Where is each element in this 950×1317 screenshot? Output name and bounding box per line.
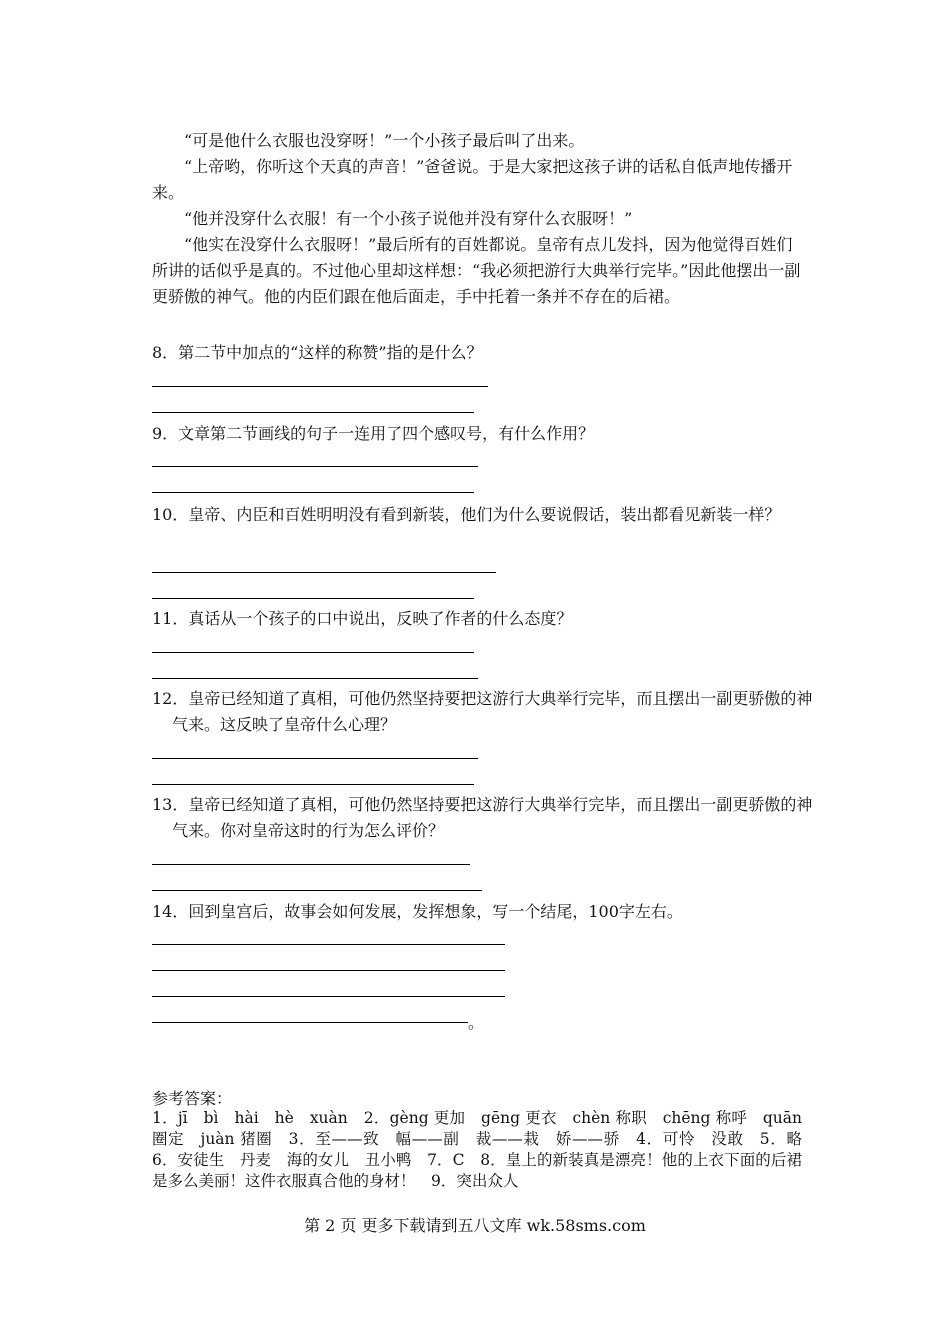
question-12: 12．皇帝已经知道了真相，可他仍然坚持要把这游行大典举行完毕，而且摆出一副更骄傲的神气来。这反映了皇帝什么心理？ [152, 689, 813, 734]
question-10: 10．皇帝、内臣和百姓明明没有看到新装，他们为什么要说假话，装出都看见新装一样？ [152, 505, 781, 524]
answer-line[interactable] [152, 492, 474, 493]
page-footer: 第 2 页 更多下载请到五八文库 wk.58sms.com [304, 1216, 646, 1235]
answer-line[interactable] [152, 466, 478, 467]
answer-line[interactable] [152, 386, 488, 387]
question-9: 9．文章第二节画线的句子一连用了四个感叹号，有什么作用？ [152, 424, 595, 443]
question-11: 11．真话从一个孩子的口中说出，反映了作者的什么态度？ [152, 609, 573, 628]
answer-line[interactable] [152, 678, 478, 679]
passage-paragraph-4: “他实在没穿什么衣服呀！”最后所有的百姓都说。皇帝有点儿发抖，因为他觉得百姓们所讲的话似乎是真的。不过他心里却这样想：“我必须把游行大典举行完毕。”因此他摆出一副更骄傲的神气。他的内臣们跟在他后面走，手中托着一条并不存在的后裙。 [152, 235, 801, 306]
answer-line[interactable] [152, 572, 496, 573]
answer-line[interactable] [152, 598, 474, 599]
question-14: 14．回到皇宫后，故事会如何发展，发挥想象，写一个结尾，100字左右。 [152, 902, 683, 921]
answer-line[interactable] [152, 652, 474, 653]
passage-paragraph-2: “上帝哟，你听这个天真的声音！”爸爸说。于是大家把这孩子讲的话私自低声地传播开来。 [152, 157, 793, 202]
answer-line[interactable] [152, 890, 482, 891]
question-13: 13．皇帝已经知道了真相，可他仍然坚持要把这游行大典举行完毕，而且摆出一副更骄傲的神气来。你对皇帝这时的行为怎么评价？ [152, 795, 813, 840]
question-8: 8．第二节中加点的“这样的称赞”指的是什么？ [152, 343, 483, 362]
answer-line[interactable] [152, 970, 505, 971]
q14-closing-period: 。 [468, 1013, 485, 1032]
passage-paragraph-1: “可是他什么衣服也没穿呀！”一个小孩子最后叫了出来。 [184, 131, 585, 150]
answer-line[interactable] [152, 944, 505, 945]
answer-line[interactable] [152, 412, 474, 413]
answer-line[interactable] [152, 1022, 468, 1023]
answer-line[interactable] [152, 784, 474, 785]
answer-line[interactable] [152, 758, 478, 759]
answers-title: 参考答案： [152, 1089, 233, 1108]
answer-line[interactable] [152, 996, 505, 997]
answers-text: 1．jī bì hài hè xuàn 2．gèng 更加 gēng 更衣 chèn 称职 chēng 称呼 quān 圈定 juàn 猪圈 3．至——致 幅——副 裁——栽 娇——骄 4．可怜 没敢 5．略 6．安徒生 丹麦 海的女儿 丑小鸭 7．C 8．皇上的新装真是漂亮！他的上衣下面的后裙是多么美丽！这件衣服真合他的身材！ 9．突出众人 [152, 1109, 818, 1190]
passage-paragraph-3: “他并没穿什么衣服！有一个小孩子说他并没有穿什么衣服呀！” [184, 209, 633, 228]
answer-line[interactable] [152, 864, 470, 865]
